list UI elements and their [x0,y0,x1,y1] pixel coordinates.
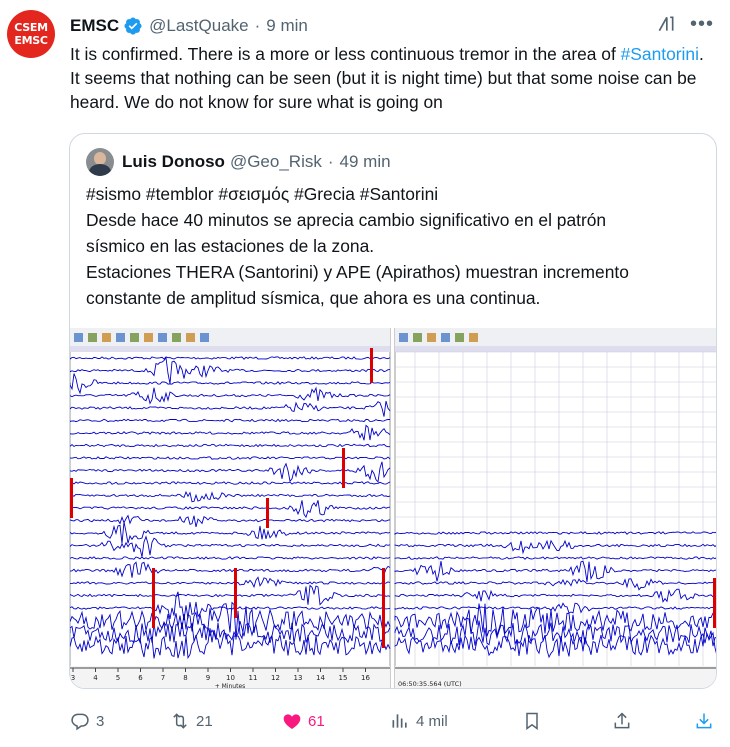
quoted-text-line: #sismo #temblor #σεισμός #Grecia #Santorini [86,184,439,204]
seismogram-highlight [234,568,237,618]
avatar-text-line1: CSEM [14,21,48,34]
axis-caption: + Minutes [214,683,246,689]
toolbar-icon [74,333,83,342]
seismogram-highlight [152,568,155,628]
repost-button[interactable] [170,711,213,731]
seismogram-highlight [370,348,373,383]
seismogram-highlight [382,568,385,648]
repost-icon [170,711,190,731]
axis-tick-label: 4 [93,674,98,682]
quoted-text [86,181,706,311]
reply-button[interactable] [70,711,104,731]
author-avatar[interactable] [7,10,55,58]
seismogram-svg [70,328,717,689]
download-icon [694,711,714,731]
toolbar-icon [441,333,450,342]
more-options-icon[interactable]: ••• [689,13,714,35]
seismogram-highlight [713,578,716,628]
repost-count: 21 [196,712,213,730]
axis-tick-label: 7 [160,674,166,682]
seismogram-ruler [395,346,717,352]
toolbar-icon [469,333,478,342]
header-separator: · [254,16,261,35]
hashtag-link[interactable]: #Santorini [620,44,699,64]
axis-tick-label: 5 [115,674,121,682]
toolbar-icon [413,333,422,342]
toolbar-icon [455,333,464,342]
heart-icon [282,711,302,731]
bookmark-button[interactable] [522,711,542,731]
toolbar-icon [200,333,209,342]
views-chart-icon [390,711,410,731]
quoted-separator: · [327,152,334,171]
quoted-author-handle: @Geo_Risk [229,152,322,171]
quoted-header [86,148,391,176]
tweet-text-part2: . It seems that nothing can be seen (but it is night time) but that some noise can be heard. We do not know for sure what is going on [70,44,704,112]
like-count: 61 [308,712,325,730]
axis-tick-label: 16 [361,674,370,682]
toolbar-icon [116,333,125,342]
toolbar-icon [158,333,167,342]
toolbar-icon [130,333,139,342]
toolbar-icon [399,333,408,342]
quoted-text-line: Estaciones THERA (Santorini) y APE (Apirathos) muestran incremento [86,262,629,282]
axis-tick-label: 15 [338,674,348,682]
views-button[interactable] [390,711,448,731]
toolbar-icon [88,333,97,342]
utc-timestamp: 06:50:35.564 (UTC) [398,680,462,688]
action-bar [70,707,720,735]
quoted-tweet[interactable] [69,133,717,689]
seismogram-highlight [70,478,73,518]
axis-tick-label: 13 [293,674,303,682]
axis-tick-label: 10 [226,674,235,682]
quoted-author-avatar [86,148,114,176]
seismogram-highlight [342,448,345,488]
quoted-author-name: Luis Donoso [122,152,225,171]
seismogram-images[interactable] [70,328,717,689]
axis-tick-label: 3 [70,674,76,682]
toolbar-icon [427,333,436,342]
download-button[interactable] [694,711,714,731]
toolbar-icon [172,333,181,342]
seismogram-ruler [70,346,390,352]
grok-icon[interactable] [656,14,676,34]
axis-tick-label: 6 [138,674,143,682]
toolbar-icon [144,333,153,342]
avatar-text-line2: EMSC [14,34,48,47]
axis-tick-label: 8 [183,674,188,682]
axis-tick-label: 14 [316,674,325,682]
axis-tick-label: 11 [248,674,258,682]
quoted-text-line: sísmico en las estaciones de la zona. [86,236,375,256]
toolbar-icon [102,333,111,342]
toolbar-icon [186,333,195,342]
author-handle[interactable]: @LastQuake [149,16,249,35]
verified-badge-icon [123,16,143,36]
share-icon [612,711,632,731]
views-count: 4 mil [416,712,448,730]
quoted-timestamp: 49 min [339,152,391,171]
quoted-text-line: Desde hace 40 minutos se aprecia cambio significativo en el patrón [86,210,607,230]
tweet-timestamp[interactable]: 9 min [266,16,308,35]
tweet-text [70,42,710,114]
seismogram-highlight [266,498,269,528]
quoted-text-line: constante de amplitud sísmica, que ahora es una continua. [86,288,541,308]
bookmark-icon [522,711,542,731]
like-button[interactable] [282,711,325,731]
tweet-header [70,14,714,38]
reply-icon [70,711,90,731]
author-name[interactable]: EMSC [70,16,120,35]
axis-tick-label: 9 [205,674,211,682]
tweet-text-part1: It is confirmed. There is a more or less continuous tremor in the area of [70,44,621,64]
axis-tick-label: 12 [271,674,280,682]
reply-count: 3 [96,712,105,730]
share-button[interactable] [612,711,632,731]
